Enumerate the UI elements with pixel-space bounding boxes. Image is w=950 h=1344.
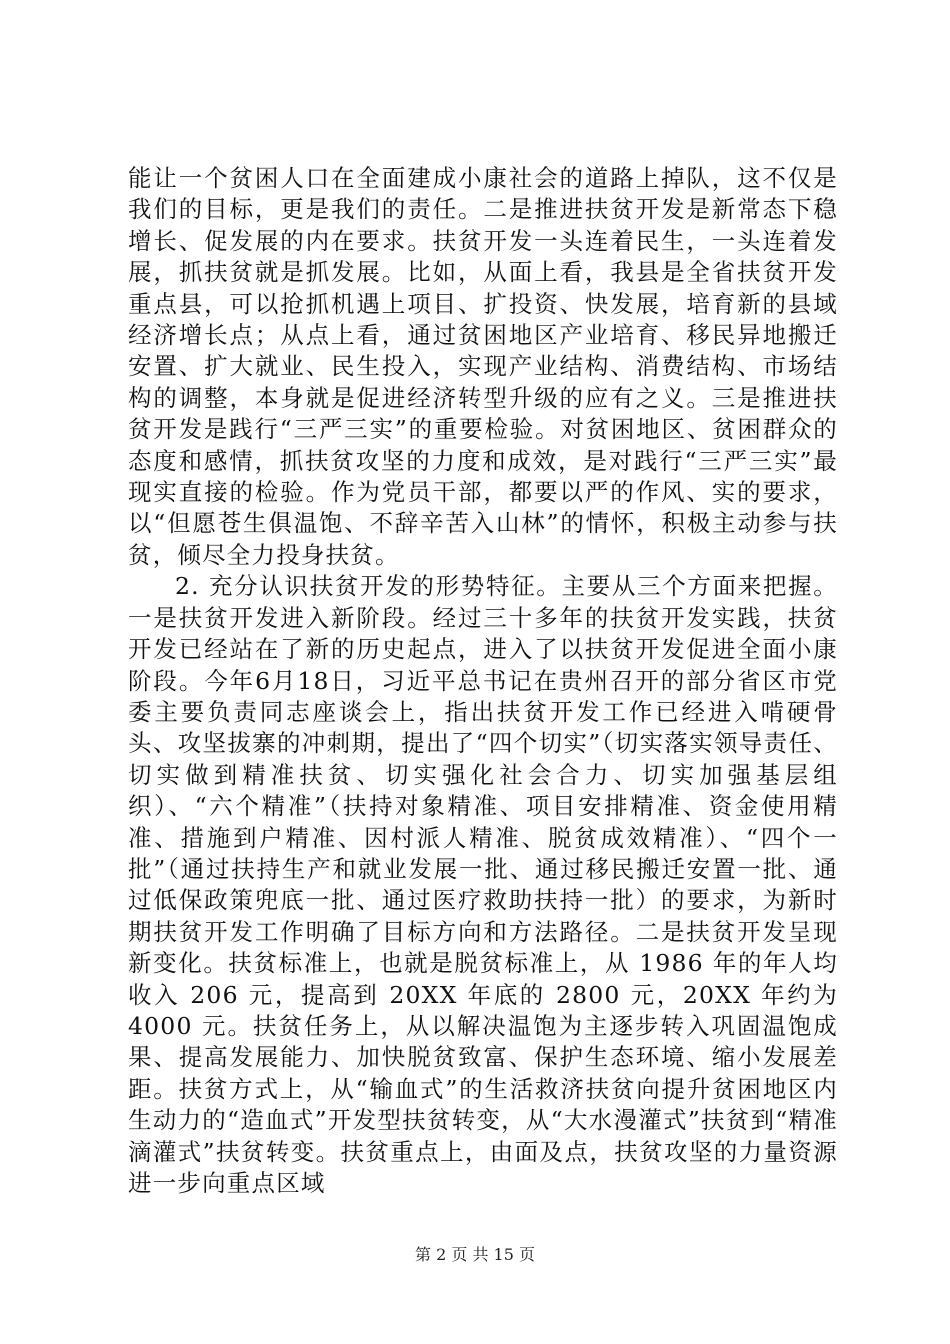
paragraph-continued: 能让一个贫困人口在全面建成小康社会的道路上掉队，这不仅是我们的目标，更是我们的责任。二是推进扶贫开发是新常态下稳增长、促发展的内在要求。扶贫开发一头连着民生，一头连着发展，抓扶贫就是抓发展。比如，从面上看，我县是全省扶贫开发重点县，可以抢抓机遇上项目、扩投资、快发展，培育新的县域经济增长点；从点上看，通过贫困地区产业培育、移民异地搬迁安置、扩大就业、民生投入，实现产业结构、消费结构、市场结构的调整，本身就是促进经济转型升级的应有之义。三是推进扶贫开发是践行“三严三实”的重要检验。对贫困地区、贫困群众的态度和感情，抓扶贫攻坚的力度和成效，是对践行“三严三实”最现实直接的检验。作为党员干部，都要以严的作风、实的要求，以“但愿苍生俱温饱、不辞辛苦入山林”的情怀，积极主动参与扶贫，倾尽全力投身扶贫。: [128, 164, 838, 569]
document-body: [128, 163, 838, 1199]
paragraph-section-2: 2. 充分认识扶贫开发的形势特征。主要从三个方面来把握。一是扶贫开发进入新阶段。经过三十多年的扶贫开发实践，扶贫开发已经站在了新的历史起点，进入了以扶贫开发促进全面小康阶段。今年6月18日，习近平总书记在贵州召开的部分省区市党委主要负责同志座谈会上，指出扶贫开发工作已经进入啃硬骨头、攻坚拔寨的冲刺期，提出了“四个切实”（切实落实领导责任、切实做到精准扶贫、切实强化社会合力、切实加强基层组织）、“六个精准”（扶持对象精准、项目安排精准、资金使用精准、措施到户精准、因村派人精准、脱贫成效精准）、“四个一批”（通过扶持生产和就业发展一批、通过移民搬迁安置一批、通过低保政策兜底一批、通过医疗救助扶持一批）的要求，为新时期扶贫开发工作明确了目标方向和方法路径。二是扶贫开发呈现新变化。扶贫标准上，也就是脱贫标准上，从 1986 年的年人均收入 206 元，提高到 20XX 年底的 2800 元，20XX 年约为 4000 元。扶贫任务上，从以解决温饱为主逐步转入巩固温饱成果、提高发展能力、加快脱贫致富、保护生态环境、缩小发展差距。扶贫方式上，从“输血式”的生活救济扶贫向提升贫困地区内生动力的“造血式”开发型扶贫转变，从“大水漫灌式”扶贫到“精准滴灌式”扶贫转变。扶贫重点上，由面及点，扶贫攻坚的力量资源进一步向重点区域: [128, 572, 838, 1197]
page-number-label: 第 2 页 共 15 页: [415, 1245, 535, 1264]
page-footer: [0, 1242, 950, 1265]
